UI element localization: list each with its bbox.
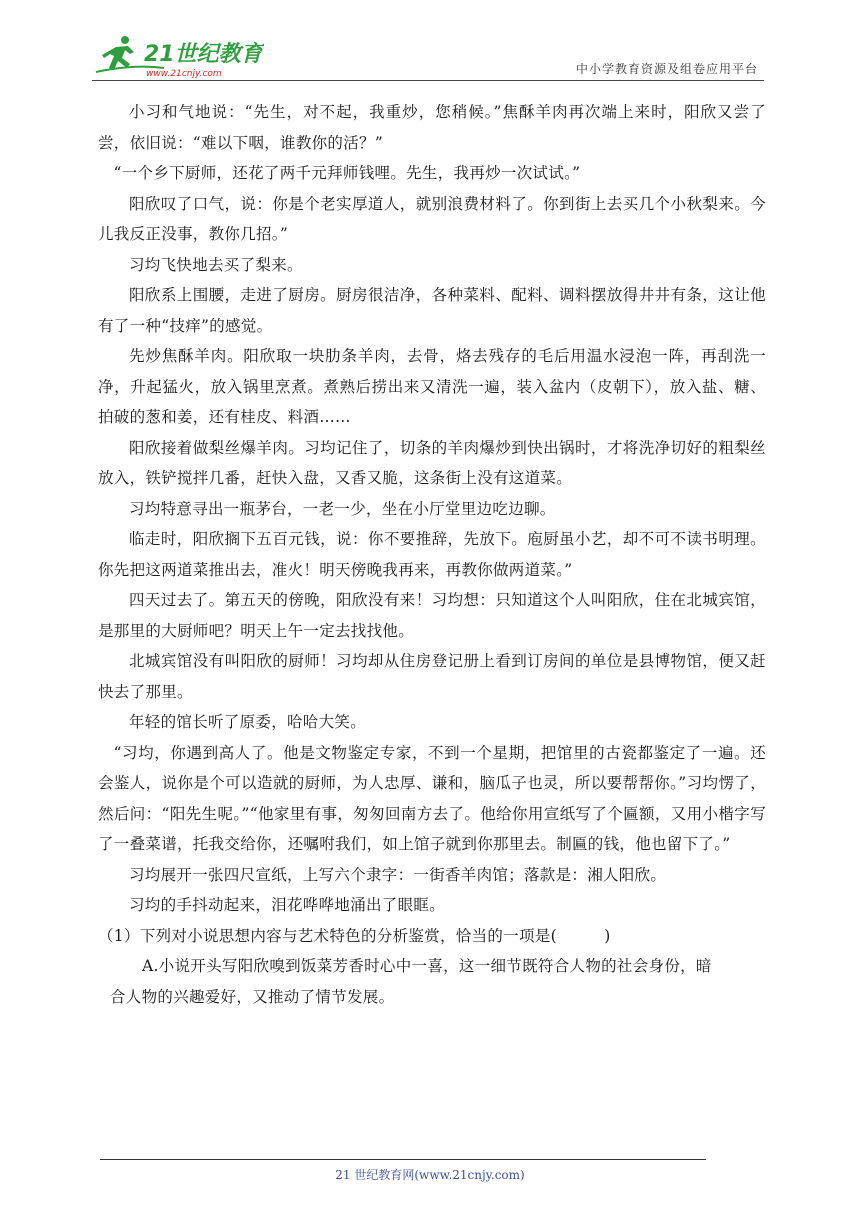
story-paragraph: 习均飞快地去买了梨来。: [129, 255, 303, 274]
svg-text:www.21cnjy.com: www.21cnjy.com: [146, 69, 222, 78]
page-header: [92, 28, 764, 80]
story-paragraph: 年轻的馆长听了原委，哈哈大笑。: [129, 713, 367, 731]
platform-name: 中小学教育资源及组卷应用平台: [575, 62, 758, 76]
page-footer: 21 世纪教育网(www.21cnjy.com): [335, 1168, 525, 1182]
story-paragraph: 先炒焦酥羊肉。阳欣取一块肋条羊肉，去骨，烙去残存的毛后用温水浸泡一阵，再刮洗一净，升起猛火，放入锅里烹煮。煮熟后捞出来又清洗一遍，装入盆内（皮朝下），放入盐、糖、拍破的葱和姜，还有桂皮、料酒……: [98, 347, 766, 426]
story-paragraph: “一个乡下厨师，还花了两千元拜师钱哩。先生，我再炒一次试试。”: [113, 164, 581, 182]
answer-option: A.小说开头写阳欣嗅到饭菜芳香时心中一喜，这一细节既符合人物的社会身份，暗: [142, 957, 712, 975]
story-paragraph: 北城宾馆没有叫阳欣的厨师！习均却从住房登记册上看到订房间的单位是县博物馆，便又赶快去了那里。: [98, 652, 766, 701]
answer-option: 合人物的兴趣爱好，又推动了情节发展。: [110, 987, 395, 1006]
story-paragraph: 四天过去了。第五天的傍晚，阳欣没有来！习均想：只知道这个人叫阳欣，住在北城宾馆，是那里的大厨师吧？明天上午一定去找找他。: [98, 591, 766, 640]
site-logo: [94, 34, 264, 78]
story-paragraph: 习均的手抖动起来，泪花哗哗地涌出了眼眶。: [129, 896, 446, 914]
story-paragraph: 习均展开一张四尺宣纸，上写六个隶字：一街香羊肉馆；落款是：湘人阳欣。: [129, 865, 667, 884]
story-paragraph: “习均，你遇到高人了。他是文物鉴定专家，不到一个星期，把馆里的古瓷都鉴定了一遍。还会鉴人，说你是个可以造就的厨师，为人忠厚、谦和，脑瓜子也灵，所以要帮帮你。”习均愣了，然后问：“阳先生呢。”“他家里有事，匆匆回南方去了。他给你用宣纸写了个匾额，又用小楷字写了一叠菜谱，托我交给你，还嘱咐我们，如上馆子就到你那里去。制匾的钱，他也留下了。”: [98, 743, 766, 853]
header-divider: [92, 80, 764, 81]
story-paragraph: 阳欣接着做梨丝爆羊肉。习均记住了，切条的羊肉爆炒到快出锅时，才将洗净切好的粗梨丝放入，铁铲搅拌几番，赶快入盘，又香又脆，这条街上没有这道菜。: [98, 438, 766, 487]
story-paragraph: 习均特意寻出一瓶茅台，一老一少，坐在小厅堂里边吃边聊。: [129, 499, 556, 518]
story-paragraph: 临走时，阳欣搁下五百元钱，说：你不要推辞，先放下。庖厨虽小艺，却不可不读书明理。你先把这两道菜推出去，准火！明天傍晚我再来，再教你做两道菜。”: [98, 530, 766, 579]
story-paragraph: 阳欣叹了口气，说：你是个老实厚道人，就别浪费材料了。你到街上去买几个小秋梨来。今儿我反正没事，教你几招。”: [98, 194, 766, 243]
footer-divider: [100, 1159, 706, 1160]
svg-text:21世纪教育: 21世纪教育: [144, 42, 263, 67]
story-paragraph: 阳欣系上围腰，走进了厨房。厨房很洁净，各种菜料、配料、调料摆放得井井有条，这让他有了一种“技痒”的感觉。: [98, 286, 766, 335]
question-text: （1）下列对小说思想内容与艺术特色的分析鉴赏，恰当的一项是( ): [98, 926, 611, 945]
story-paragraph: 小习和气地说：“先生，对不起，我重炒，您稍候。”焦酥羊肉再次端上来时，阳欣又尝了尝，依旧说：“难以下咽，谁教你的活？”: [98, 103, 766, 152]
document-body: [98, 97, 766, 1012]
